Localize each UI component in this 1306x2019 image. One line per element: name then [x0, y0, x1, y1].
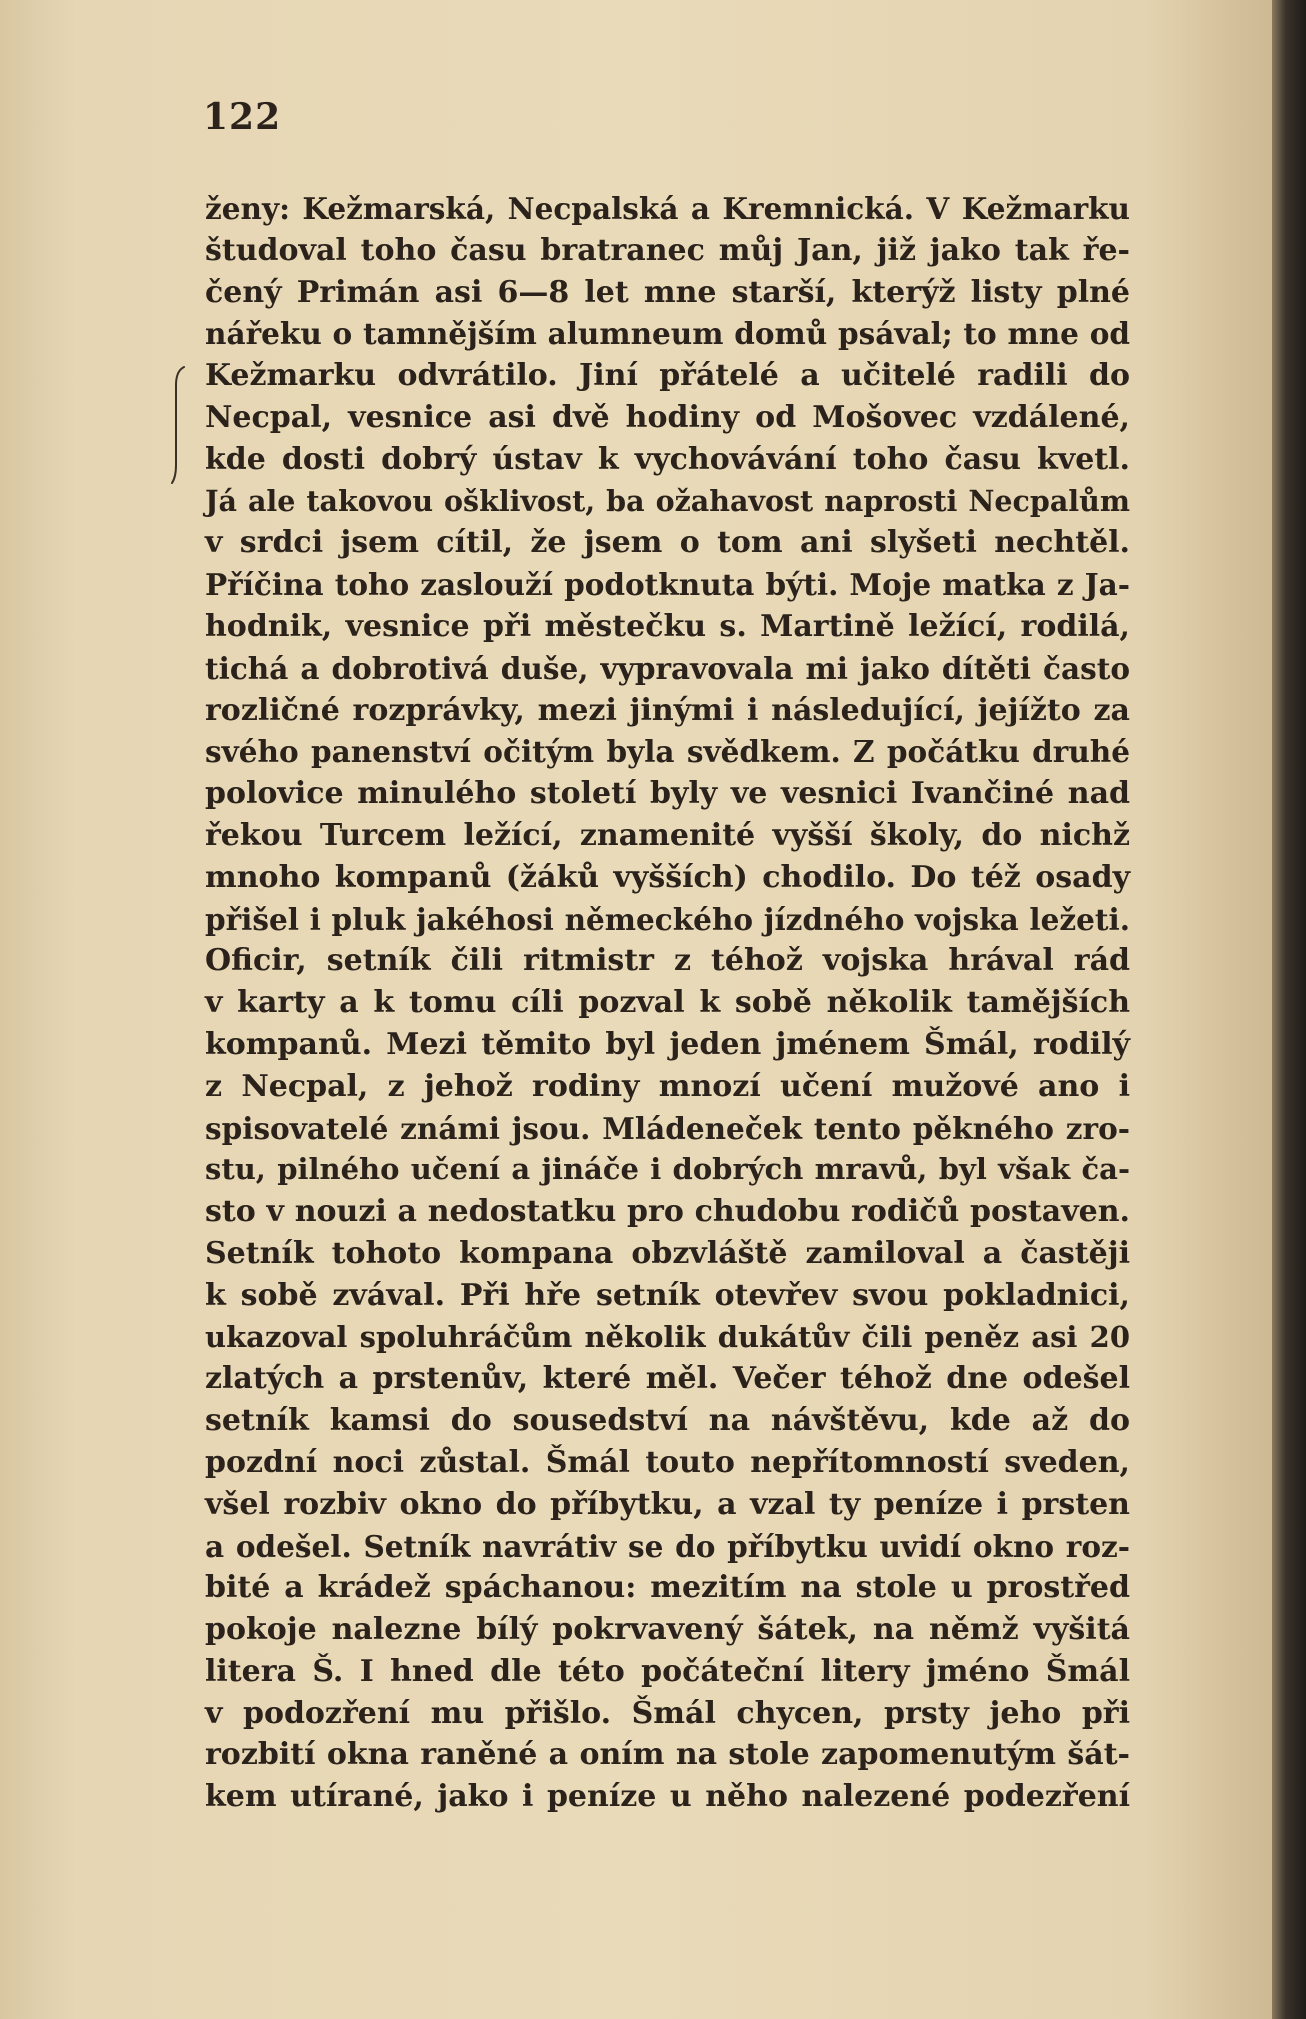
- text-line: v karty a k tomu cíli pozval k sobě několik tamějších: [205, 985, 1130, 1021]
- text-line: přišel i pluk jakéhosi německého jízdného vojska ležeti.: [205, 901, 1130, 937]
- text-line: stu, pilného učení a jináče i dobrých mravů, byl však ča-: [205, 1152, 1130, 1187]
- text-line: bité a krádež spáchanou: mezitím na stole u prostřed: [205, 1570, 1130, 1606]
- text-line: mnoho kompanů (žáků vyšších) chodilo. Do též osady: [205, 859, 1130, 895]
- text-line: k sobě zvával. Při hře setník otevřev svou pokladnici,: [205, 1277, 1130, 1313]
- text-line: hodnik, vesnice při městečku s. Martině ležící, rodilá,: [205, 608, 1130, 644]
- text-line: v podozření mu přišlo. Šmál chycen, prsty jeho při: [205, 1695, 1130, 1731]
- text-line: sto v nouzi a nedostatku pro chudobu rodičů postaven.: [205, 1194, 1130, 1230]
- text-line: v srdci jsem cítil, že jsem o tom ani slyšeti nechtěl.: [205, 525, 1130, 561]
- text-line: Příčina toho zaslouží podotknuta býti. Moje matka z Ja-: [205, 567, 1130, 603]
- text-line: Setník tohoto kompana obzvláště zamiloval a častěji: [205, 1235, 1130, 1271]
- text-line: pozdní noci zůstal. Šmál touto nepřítomností sveden,: [205, 1444, 1130, 1480]
- text-line: litera Š. I hned dle této počáteční litery jméno Šmál: [205, 1653, 1130, 1689]
- text-line: Já ale takovou ošklivost, ba ožahavost naprosti Necpalům: [205, 483, 1130, 518]
- text-line: kde dosti dobrý ústav k vychovávání toho času kvetl.: [205, 441, 1130, 477]
- text-line: svého panenství očitým byla svědkem. Z počátku druhé: [205, 734, 1130, 770]
- text-line: a odešel. Setník navrátiv se do příbytku uvidí okno roz-: [205, 1528, 1130, 1564]
- text-line: Oficir, setník čili ritmistr z téhož vojska hrával rád: [205, 943, 1130, 979]
- text-line: kompanů. Mezi těmito byl jeden jménem Šmál, rodilý: [205, 1026, 1130, 1062]
- text-line: setník kamsi do sousedství na návštěvu, kde až do: [205, 1403, 1130, 1439]
- text-line: čený Primán asi 6—8 let mne starší, kterýž listy plné: [205, 274, 1130, 310]
- text-line: rozbití okna raněné a oním na stole zapomenutým šát-: [205, 1737, 1130, 1773]
- text-line: zlatých a prstenův, které měl. Večer téhož dne odešel: [205, 1361, 1130, 1397]
- text-line: Kežmarku odvrátilo. Jiní přátelé a učitelé radili do: [205, 358, 1130, 394]
- body-text: [205, 188, 1130, 1818]
- text-line: řekou Turcem ležící, znamenité vyšší školy, do nichž: [205, 817, 1130, 853]
- text-line: všel rozbiv okno do příbytku, a vzal ty peníze i prsten: [205, 1486, 1130, 1522]
- page-number: 122: [203, 96, 282, 138]
- text-line: Necpal, vesnice asi dvě hodiny od Mošovec vzdálené,: [205, 399, 1130, 435]
- text-line: polovice minulého století byly ve vesnici Ivančiné nad: [205, 776, 1130, 812]
- margin-bracket-mark: [170, 365, 190, 485]
- text-line: spisovatelé známi jsou. Mládeneček tento pěkného zro-: [205, 1110, 1130, 1146]
- text-line: pokoje nalezne bílý pokrvavený šátek, na němž vyšitá: [205, 1612, 1130, 1648]
- text-line: študoval toho času bratranec můj Jan, již jako tak ře-: [205, 232, 1130, 268]
- book-edge-shadow: [1272, 0, 1306, 2019]
- text-line: nářeku o tamnějším alumneum domů psával; to mne od: [205, 316, 1130, 352]
- text-line: kem utírané, jako i peníze u něho nalezené podezření: [205, 1779, 1130, 1815]
- text-line: ženy: Kežmarská, Necpalská a Kremnická. V Kežmarku: [205, 191, 1130, 226]
- text-line: z Necpal, z jehož rodiny mnozí učení mužové ano i: [205, 1068, 1130, 1104]
- text-line: ukazoval spoluhráčům několik dukátův čili peněz asi 20: [205, 1319, 1130, 1354]
- text-line: rozličné rozprávky, mezi jinými i následující, jejížto za: [205, 692, 1130, 728]
- text-line: tichá a dobrotivá duše, vypravovala mi jako dítěti často: [205, 650, 1130, 686]
